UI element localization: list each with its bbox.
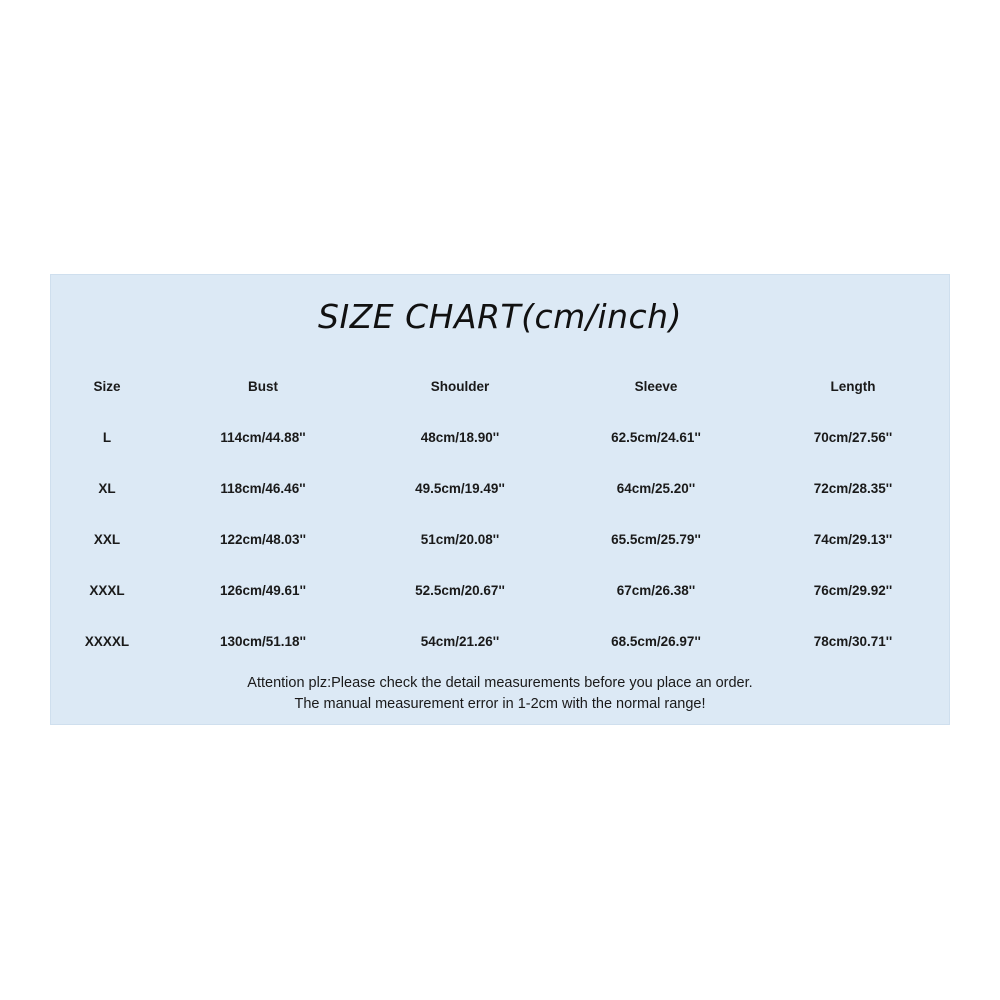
cell-bust: 122cm/48.03'' [220,532,306,547]
table-row [51,616,951,667]
cell-length: 70cm/27.56'' [813,430,893,445]
cell-size: XXL [93,532,121,547]
cell-sleeve: 67cm/26.38'' [616,583,696,598]
size-chart-table [51,361,951,667]
cell-shoulder: 48cm/18.90'' [420,430,500,445]
cell-sleeve: 65.5cm/25.79'' [611,532,701,547]
column-header-shoulder: Shoulder [430,379,490,394]
cell-bust: 126cm/49.61'' [220,583,306,598]
cell-sleeve: 64cm/25.20'' [616,481,696,496]
column-header-sleeve: Sleeve [634,379,678,394]
cell-bust: 130cm/51.18'' [220,634,306,649]
cell-sleeve: 62.5cm/24.61'' [611,430,701,445]
cell-length: 74cm/29.13'' [813,532,893,547]
cell-shoulder: 49.5cm/19.49'' [415,481,505,496]
table-row [51,412,951,463]
table-row [51,565,951,616]
measurement-error-note-line: The manual measurement error in 1-2cm with the normal range! [294,696,706,712]
attention-note [51,673,949,715]
size-chart-title: SIZE CHART(cm/inch) [318,297,682,336]
size-chart-panel [50,274,950,725]
table-row [51,514,951,565]
cell-size: XXXXL [84,634,130,649]
cell-bust: 114cm/44.88'' [220,430,306,445]
cell-length: 76cm/29.92'' [813,583,893,598]
cell-sleeve: 68.5cm/26.97'' [611,634,701,649]
column-header-bust: Bust [248,379,278,394]
table-header-row [51,361,951,412]
cell-shoulder: 54cm/21.26'' [420,634,500,649]
cell-size: XL [98,481,116,496]
column-header-length: Length [830,379,876,394]
cell-shoulder: 52.5cm/20.67'' [415,583,505,598]
cell-length: 78cm/30.71'' [813,634,893,649]
attention-note-line: Attention plz:Please check the detail measurements before you place an order. [247,675,753,691]
cell-bust: 118cm/46.46'' [220,481,306,496]
cell-size: XXXL [89,583,125,598]
table-row [51,463,951,514]
cell-length: 72cm/28.35'' [813,481,893,496]
cell-shoulder: 51cm/20.08'' [420,532,500,547]
cell-size: L [102,430,112,445]
column-header-size: Size [93,379,121,394]
